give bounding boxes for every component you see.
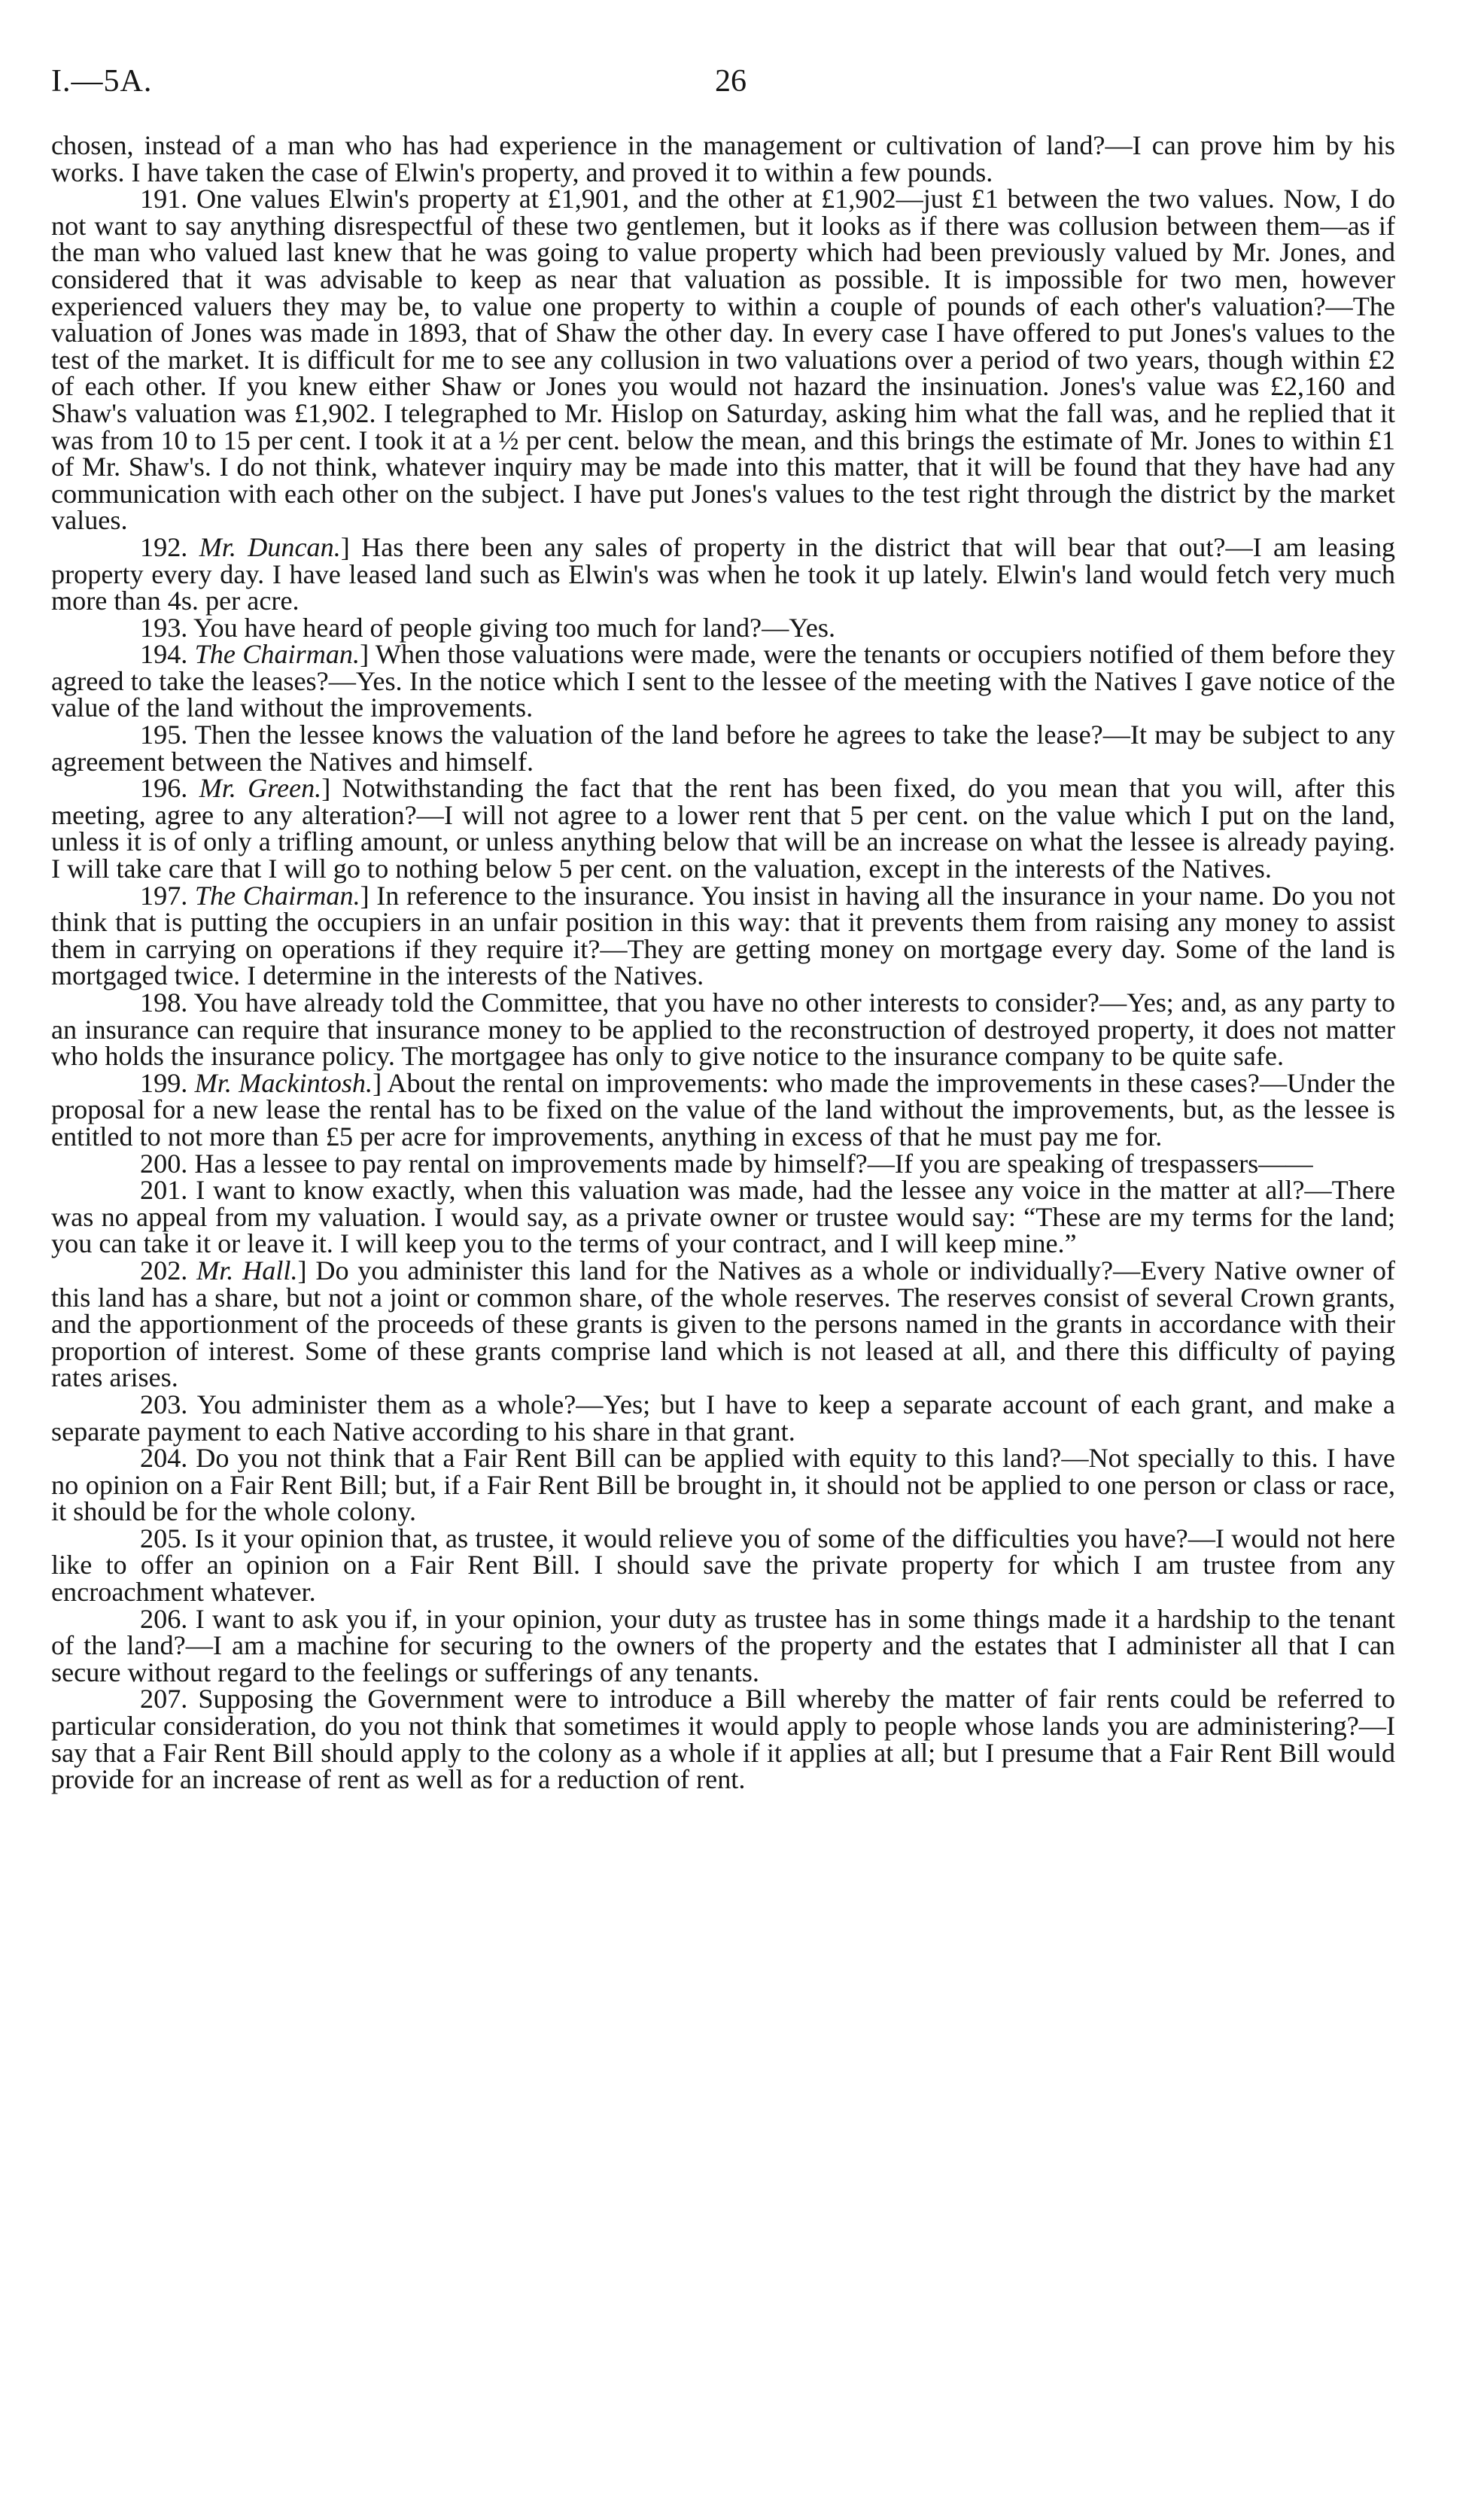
speaker-name: Mr. Duncan.	[199, 531, 341, 562]
speaker-name: The Chairman.	[194, 880, 360, 911]
question-paragraph: 201. I want to know exactly, when this valuation was made, had the lessee any voice in the matter at all?—There was no appeal from my valuation. I would say, as a private owner or trustee would say: “These are my terms for the land; you can take it or leave it. I will keep you to the terms of your contract, and I will keep mine.”	[51, 1175, 1395, 1259]
question-paragraph: 192. Mr. Duncan.] Has there been any sales of property in the district that will bear that out?—I am leasing property every day. I have leased land such as Elwin's was when he took it up lately. Elwin's land would fetch very much more than 4s. per acre.	[51, 531, 1396, 616]
question-paragraph: 206. I want to ask you if, in your opinion, your duty as trustee has in some things made it a hardship to the tenant of the land?—I am a machine for securing to the owners of the property and the estates that I administer all that I can secure without regard to the feelings or sufferings of any tenants.	[51, 1603, 1395, 1687]
question-paragraph: 199. Mr. Mackintosh.] About the rental on improvements: who made the improvements in these cases?—Under the proposal for a new lease the rental has to be fixed on the value of the land without the improvements, but, as the lessee is entitled to not more than £5 per acre for improvements, anything in excess of that he must pay me for.	[51, 1067, 1395, 1152]
question-paragraph: 198. You have already told the Committee, that you have no other interests to consider?—Yes; and, as any party to an insurance can require that insurance money to be applied to the reconstruction of destroyed property, it does not matter who holds the insurance policy. The mortgagee has only to give notice to the insurance company to be quite safe.	[51, 987, 1395, 1072]
question-paragraph: 200. Has a lessee to pay rental on improvements made by himself?—If you are speaking of trespassers——	[140, 1148, 1313, 1179]
page-number: 26	[715, 64, 747, 99]
speaker-name: Mr. Mackintosh.	[194, 1067, 373, 1098]
speaker-name: Mr. Hall.	[196, 1255, 298, 1286]
speaker-name: Mr. Green.	[199, 773, 322, 804]
question-paragraph: 191. One values Elwin's property at £1,901, and the other at £1,902—just £1 between the two values. Now, I do not want to say anything disrespectful of these two gentlemen, but it looks as if there was collusion between them—as if the man who valued last knew that he was going to value property which had been previously valued by Mr. Jones, and considered that it was advisable to keep as near that valuation as possible. It is impossible for two men, however experienced valuers they may be, to value one property to within a couple of pounds of each other's valuation?—The valuation of Jones was made in 1893, that of Shaw the other day. In every case I have offered to put Jones's values to the test of the market. It is difficult for me to see any collusion in two valuations over a period of two years, though within £2 of each other. If you knew either Shaw or Jones you would not hazard the insinuation. Jones's value was £2,160 and Shaw's valuation was £1,902. I telegraphed to Mr. Hislop on Saturday, asking him what the fall was, and he replied that it was from 10 to 15 per cent. I took it at a ½ per cent. below the mean, and this brings the estimate of Mr. Jones to within £1 of Mr. Shaw's. I do not think, whatever inquiry may be made into this matter, that it will be found that they have had any communication with each other on the subject. I have put Jones's values to the test right through the district by the market values.	[51, 184, 1395, 536]
document-reference: I.—5A.	[51, 64, 153, 99]
question-paragraph: 194. The Chairman.] When those valuations were made, were the tenants or occupiers notified of them before they agreed to take the leases?—Yes. In the notice which I sent to the lessee of the meeting with the Natives I gave notice of the value of the land without the improvements.	[51, 639, 1395, 723]
question-paragraph: 207. Supposing the Government were to introduce a Bill whereby the matter of fair rents could be referred to particular consideration, do you not think that sometimes it would apply to people whose lands you are administering?—I say that a Fair Rent Bill should apply to the colony as a whole if it applies at all; but I presume that a Fair Rent Bill would provide for an increase of rent as well as for a reduction of rent.	[51, 1684, 1395, 1795]
question-paragraph: 203. You administer them as a whole?—Yes; but I have to keep a separate account of each grant, and make a separate payment to each Native according to his share in that grant.	[51, 1389, 1395, 1447]
question-paragraph: 202. Mr. Hall.] Do you administer this land for the Natives as a whole or individually?—Every Native owner of this land has a share, but not a joint or common share, of the whole reserves. The reserves consist of several Crown grants, and the apportionment of the proceeds of these grants is given to the persons named in the grants in accordance with their proportion of interest. Some of these grants comprise land which is not leased at all, and there this difficulty of paying rates arises.	[51, 1255, 1395, 1393]
question-paragraph: 195. Then the lessee knows the valuation of the land before he agrees to take the lease?—It may be subject to any agreement between the Natives and himself.	[51, 720, 1395, 777]
question-paragraph: 205. Is it your opinion that, as trustee, it would relieve you of some of the difficulties you have?—I would not here like to offer an opinion on a Fair Rent Bill. I should save the private property for which I am trustee from any encroachment whatever.	[51, 1523, 1395, 1608]
question-paragraph: 196. Mr. Green.] Notwithstanding the fact that the rent has been fixed, do you mean that you will, after this meeting, agree to any alteration?—I will not agree to a lower rent that 5 per cent. on the value which I put on the land, unless it is of only a trifling amount, or unless anything below that will be an increase on what the lessee is already paying. I will take care that I will go to nothing below 5 per cent. on the valuation, except in the interests of the Natives.	[51, 773, 1396, 884]
question-paragraph: 193. You have heard of people giving too much for land?—Yes.	[140, 612, 835, 643]
question-paragraph: 197. The Chairman.] In reference to the insurance. You insist in having all the insurance in your name. Do you not think that is putting the occupiers in an unfair position in this way: that it prevents them from raising any money to assist them in carrying on operations if they require it?—They are getting money on mortgage every day. Some of the land is mortgaged twice. I determine in the interests of the Natives.	[51, 880, 1395, 991]
speaker-name: The Chairman.	[194, 639, 360, 670]
document-body	[51, 132, 1395, 1794]
continued-paragraph: chosen, instead of a man who has had experience in the management or cultivation of land?—I can prove him by his works. I have taken the case of Elwin's property, and proved it to within a few pounds.	[51, 130, 1395, 187]
question-paragraph: 204. Do you not think that a Fair Rent Bill can be applied with equity to this land?—Not specially to this. I have no opinion on a Fair Rent Bill; but, if a Fair Rent Bill be brought in, it should not be applied to one person or class or race, it should be for the whole colony.	[51, 1443, 1395, 1527]
